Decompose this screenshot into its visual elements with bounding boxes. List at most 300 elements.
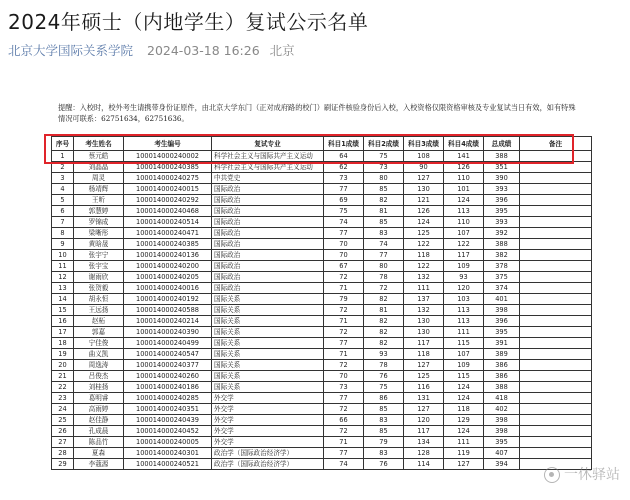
table-cell: 389 [484,349,520,360]
table-cell: 109 [444,261,484,272]
table-cell: 13 [52,283,74,294]
score-table [51,136,592,470]
table-cell: 国际政治 [212,261,324,272]
table-cell: 国际关系 [212,294,324,305]
table-cell: 孔成晨 [74,426,124,437]
table-cell: 国际关系 [212,349,324,360]
table-cell [520,261,592,272]
table-row [52,305,592,316]
table-cell: 4 [52,184,74,195]
table-cell: 科学社会主义与国际共产主义运动 [212,151,324,162]
table-cell: 100014000240205 [124,272,212,283]
table-cell: 29 [52,459,74,470]
table-cell: 蔡元皓 [74,151,124,162]
column-header: 复试专业 [212,137,324,151]
table-cell [520,283,592,294]
table-row [52,327,592,338]
table-cell: 124 [444,426,484,437]
table-cell: 76 [364,459,404,470]
table-cell: 赵柘 [74,316,124,327]
table-cell [520,338,592,349]
table-cell: 70 [324,371,364,382]
table-cell: 100014000240390 [124,327,212,338]
table-cell: 110 [444,173,484,184]
table-cell: 351 [484,162,520,173]
table-cell [520,327,592,338]
table-cell: 27 [52,437,74,448]
table-cell: 117 [444,250,484,261]
table-cell: 76 [364,371,404,382]
table-cell: 134 [404,437,444,448]
column-header: 科目2成绩 [364,137,404,151]
table-cell: 85 [364,217,404,228]
table-cell: 375 [484,272,520,283]
table-header-row [52,137,592,151]
table-cell [520,404,592,415]
table-cell: 10 [52,250,74,261]
table-cell: 科学社会主义与国际共产主义运动 [212,162,324,173]
table-cell: 73 [364,162,404,173]
table-cell: 117 [404,426,444,437]
table-cell: 葛明睿 [74,393,124,404]
table-cell: 张贺毅 [74,283,124,294]
article-meta [8,41,301,59]
table-cell: 72 [324,404,364,415]
table-cell: 125 [404,228,444,239]
table-cell: 80 [364,261,404,272]
table-cell: 113 [444,206,484,217]
table-cell: 70 [324,250,364,261]
table-row [52,338,592,349]
table-cell [520,239,592,250]
table-cell: 25 [52,415,74,426]
table-cell: 121 [404,195,444,206]
watermark-text: 一休驿站 [564,467,620,483]
table-cell: 82 [364,316,404,327]
table-cell: 74 [324,217,364,228]
table-cell: 外交学 [212,415,324,426]
table-cell: 127 [444,459,484,470]
table-row [52,162,592,173]
column-header: 备注 [520,137,592,151]
table-cell: 85 [364,426,404,437]
table-cell: 胡永恒 [74,294,124,305]
table-cell: 70 [324,239,364,250]
table-cell: 122 [444,239,484,250]
table-cell: 74 [364,239,404,250]
table-row [52,371,592,382]
table-cell: 外交学 [212,393,324,404]
table-cell [520,272,592,283]
table-cell: 国际关系 [212,327,324,338]
table-cell: 外交学 [212,426,324,437]
table-cell: 国际政治 [212,184,324,195]
table-cell: 72 [324,272,364,283]
table-cell: 125 [404,371,444,382]
table-cell: 73 [324,173,364,184]
table-cell: 郭嘉 [74,327,124,338]
table-cell: 130 [404,184,444,195]
table-cell: 100014000240385 [124,239,212,250]
table-cell: 张宇宝 [74,261,124,272]
table-cell [520,162,592,173]
table-cell: 100014000240377 [124,360,212,371]
table-cell: 82 [364,338,404,349]
table-cell: 国际政治 [212,206,324,217]
table-row [52,261,592,272]
table-cell: 79 [324,294,364,305]
table-cell: 116 [404,382,444,393]
table-cell: 407 [484,448,520,459]
table-cell: 66 [324,415,364,426]
table-cell [520,305,592,316]
table-cell: 8 [52,228,74,239]
table-cell: 402 [484,404,520,415]
table-cell: 128 [404,448,444,459]
column-header: 序号 [52,137,74,151]
table-cell: 85 [364,404,404,415]
table-cell: 宁佳俊 [74,338,124,349]
table-cell: 100014000240275 [124,173,212,184]
table-cell: 国际政治 [212,283,324,294]
table-cell: 73 [324,382,364,393]
source-link[interactable]: 北京大学国际关系学院 [8,43,134,58]
table-cell: 75 [364,151,404,162]
table-cell: 110 [444,217,484,228]
table-cell: 398 [484,426,520,437]
table-cell: 82 [364,327,404,338]
table-cell: 陈品竹 [74,437,124,448]
table-cell: 418 [484,393,520,404]
table-cell: 梁晰彤 [74,228,124,239]
table-cell [520,437,592,448]
table-cell: 137 [404,294,444,305]
table-cell: 100014000240136 [124,250,212,261]
table-cell [520,316,592,327]
table-cell: 国际关系 [212,360,324,371]
table-cell [520,393,592,404]
table-cell [520,371,592,382]
table-cell [520,360,592,371]
table-cell: 120 [404,415,444,426]
table-cell: 111 [444,437,484,448]
document-image [40,88,595,500]
table-cell: 382 [484,250,520,261]
table-cell: 394 [484,459,520,470]
table-cell: 127 [404,360,444,371]
table-cell: 81 [364,305,404,316]
table-row [52,272,592,283]
table-cell: 22 [52,382,74,393]
table-row [52,404,592,415]
table-row [52,393,592,404]
table-cell: 赵佳静 [74,415,124,426]
table-cell: 393 [484,217,520,228]
table-cell: 396 [484,316,520,327]
table-cell: 113 [444,316,484,327]
table-cell: 国际关系 [212,382,324,393]
publish-date: 2024-03-18 16:26 [147,43,260,58]
table-cell: 9 [52,239,74,250]
table-cell: 132 [404,305,444,316]
table-cell: 国际关系 [212,371,324,382]
table-cell: 82 [364,294,404,305]
table-cell: 曲义凯 [74,349,124,360]
table-cell: 15 [52,305,74,316]
table-cell: 高雨婷 [74,404,124,415]
table-cell: 100014000240385 [124,162,212,173]
table-cell: 72 [324,327,364,338]
table-cell: 75 [364,382,404,393]
table-cell: 107 [444,349,484,360]
table-cell: 93 [444,272,484,283]
table-cell: 72 [324,360,364,371]
table-cell: 24 [52,404,74,415]
table-row [52,239,592,250]
table-cell: 378 [484,261,520,272]
table-cell: 127 [404,404,444,415]
table-cell: 398 [484,415,520,426]
table-cell: 109 [444,360,484,371]
table-cell: 388 [484,151,520,162]
column-header: 总成绩 [484,137,520,151]
table-cell: 398 [484,305,520,316]
table-cell: 3 [52,173,74,184]
table-cell: 77 [364,250,404,261]
table-cell: 国际政治 [212,272,324,283]
table-cell: 101 [444,184,484,195]
table-cell: 100014000240214 [124,316,212,327]
table-row [52,173,592,184]
table-cell: 81 [364,206,404,217]
table-cell: 77 [324,338,364,349]
table-cell: 100014000240015 [124,184,212,195]
table-cell: 83 [364,228,404,239]
table-cell: 黄晗晟 [74,239,124,250]
table-cell: 393 [484,184,520,195]
table-cell: 100014000240192 [124,294,212,305]
table-cell: 11 [52,261,74,272]
table-cell: 78 [364,360,404,371]
table-cell: 12 [52,272,74,283]
table-cell: 120 [444,283,484,294]
table-cell: 100014000240285 [124,393,212,404]
table-cell: 国际关系 [212,316,324,327]
page-title: 2024年硕士（内地学生）复试公示名单 [8,10,369,34]
table-cell: 129 [444,415,484,426]
table-cell: 107 [444,228,484,239]
table-cell: 90 [404,162,444,173]
table-cell: 100014000240514 [124,217,212,228]
table-cell: 115 [444,371,484,382]
table-cell: 72 [324,305,364,316]
table-cell: 395 [484,437,520,448]
table-cell: 127 [404,173,444,184]
table-cell: 100014000240588 [124,305,212,316]
table-cell: 李蔻源 [74,459,124,470]
table-cell: 26 [52,426,74,437]
table-cell: 374 [484,283,520,294]
table-row [52,195,592,206]
table-cell: 郭慧婷 [74,206,124,217]
table-cell: 100014000240471 [124,228,212,239]
table-cell: 18 [52,338,74,349]
table-cell: 111 [444,327,484,338]
table-cell: 100014000240005 [124,437,212,448]
table-row [52,459,592,470]
table-cell: 国际关系 [212,338,324,349]
table-row [52,437,592,448]
table-cell [520,382,592,393]
table-cell: 100014000240186 [124,382,212,393]
table-cell: 75 [324,206,364,217]
table-cell [520,250,592,261]
table-row [52,316,592,327]
table-cell: 刘桂扬 [74,382,124,393]
table-cell: 王远扬 [74,305,124,316]
table-cell: 85 [364,184,404,195]
table-cell: 政治学（国际政治经济学） [212,459,324,470]
table-cell: 118 [444,404,484,415]
table-cell: 401 [484,294,520,305]
table-cell [520,195,592,206]
table-row [52,360,592,371]
table-cell: 周逸涛 [74,360,124,371]
table-cell: 93 [364,349,404,360]
table-row [52,206,592,217]
table-cell: 19 [52,349,74,360]
table-cell: 100014000240292 [124,195,212,206]
table-cell: 28 [52,448,74,459]
table-cell: 67 [324,261,364,272]
table-cell: 82 [364,195,404,206]
table-cell: 6 [52,206,74,217]
table-cell: 100014000240200 [124,261,212,272]
table-cell: 108 [404,151,444,162]
table-cell: 62 [324,162,364,173]
table-cell: 14 [52,294,74,305]
table-cell [520,294,592,305]
table-cell: 122 [404,261,444,272]
table-cell: 7 [52,217,74,228]
table-cell: 83 [364,415,404,426]
table-cell: 118 [404,250,444,261]
column-header: 考生姓名 [74,137,124,151]
table-cell: 100014000240301 [124,448,212,459]
table-cell: 79 [364,437,404,448]
table-cell: 392 [484,228,520,239]
table-cell: 2 [52,162,74,173]
table-cell: 126 [444,162,484,173]
table-cell: 谢雨欣 [74,272,124,283]
table-cell [520,217,592,228]
table-cell: 113 [444,305,484,316]
table-row [52,294,592,305]
table-cell: 390 [484,173,520,184]
table-cell: 83 [364,448,404,459]
table-cell: 124 [444,393,484,404]
table-cell: 118 [404,349,444,360]
table-cell: 141 [444,151,484,162]
table-cell: 72 [364,283,404,294]
table-cell: 20 [52,360,74,371]
table-cell: 395 [484,206,520,217]
table-cell: 386 [484,360,520,371]
table-row [52,217,592,228]
table-cell: 131 [404,393,444,404]
table-cell: 夏森 [74,448,124,459]
table-cell: 100014000240002 [124,151,212,162]
table-cell: 114 [404,459,444,470]
table-cell: 71 [324,316,364,327]
table-cell: 74 [324,459,364,470]
table-cell: 100014000240439 [124,415,212,426]
watermark [544,464,620,484]
table-cell [520,184,592,195]
table-cell: 103 [444,294,484,305]
table-cell [520,206,592,217]
table-cell [520,228,592,239]
table-cell [520,415,592,426]
table-cell: 中共党史 [212,173,324,184]
table-cell: 80 [364,173,404,184]
table-row [52,184,592,195]
table-row [52,426,592,437]
column-header: 科目3成绩 [404,137,444,151]
table-cell: 124 [444,382,484,393]
table-cell: 117 [404,338,444,349]
table-cell: 71 [324,349,364,360]
table-cell [520,151,592,162]
table-cell: 111 [404,283,444,294]
table-cell [520,349,592,360]
table-cell: 张宇宁 [74,250,124,261]
table-cell: 100014000240499 [124,338,212,349]
table-cell: 124 [404,217,444,228]
table-cell: 77 [324,184,364,195]
table-cell: 132 [404,272,444,283]
table-cell: 政治学（国际政治经济学） [212,448,324,459]
table-cell: 119 [444,448,484,459]
table-cell: 国际政治 [212,195,324,206]
table-cell: 王昕 [74,195,124,206]
table-row [52,151,592,162]
table-cell: 杨靖辉 [74,184,124,195]
table-row [52,283,592,294]
notice-text: 提醒：入校时，校外考生请携带身份证原件，由北京大学东门（正对成府路的校门）刷证件核验身份后入校，入校资格仅限资格审核及专业复试当日有效，如有特殊情况可联系：62751634，62751636。 [58,103,576,123]
table-cell: 69 [324,195,364,206]
table-cell: 78 [364,272,404,283]
table-cell: 刘晶晶 [74,162,124,173]
table-cell: 5 [52,195,74,206]
table-cell: 国际政治 [212,217,324,228]
table-row [52,382,592,393]
table-cell: 罗锦成 [74,217,124,228]
table-cell: 外交学 [212,437,324,448]
table-cell: 16 [52,316,74,327]
table-cell [520,426,592,437]
table-cell: 国际政治 [212,228,324,239]
table-cell: 396 [484,195,520,206]
table-cell: 100014000240521 [124,459,212,470]
table-row [52,415,592,426]
column-header: 考生编号 [124,137,212,151]
table-cell: 388 [484,382,520,393]
table-cell: 71 [324,283,364,294]
table-row [52,250,592,261]
table-cell: 吕俊杰 [74,371,124,382]
table-cell: 126 [404,206,444,217]
